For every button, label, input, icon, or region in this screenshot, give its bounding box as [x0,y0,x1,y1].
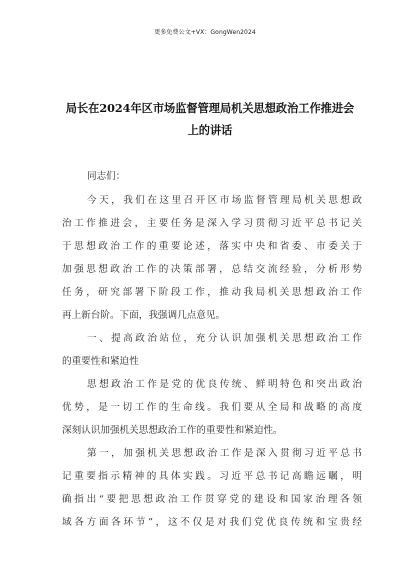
body-line: 优势，是一切工作的生命线。我们要从全局和战略的高度 [62,402,362,413]
document-title-line-1: 局长在2024年区市场监督管理局机关思想政治工作推进会 [65,101,355,115]
body-line: 深刻认识加强机关思想政治工作的重要性和紧迫性。 [62,425,283,436]
body-line: 今天，我们在这里召开区市场监督管理局机关思想政 [87,195,362,206]
body-line: 记重要指示精神的具体实践。习近平总书记高瞻远瞩，明 [62,471,362,482]
document-title-line-2: 上的讲话 [187,123,233,137]
body-line: 第一，加强机关思想政治工作是深入贯彻习近平总书 [87,448,362,459]
salutation: 同志们： [87,171,126,182]
body-line: 域各方面各环节”，这不仅是对我们党优良传统和宝贵经 [62,517,362,528]
body-line: 任务，研究部署下阶段工作，推动我局机关思想政治工作 [62,287,362,298]
body-line: 于思想政治工作的重要论述，落实中央和省委、市委关于 [62,241,362,252]
body-line: 加强思想政治工作的决策部署，总结交流经验，分析形势 [62,264,362,275]
section-heading-line: 的重要性和紧迫性 [62,356,139,367]
body-line: 再上新台阶。下面，我强调几点意见。 [62,310,226,321]
body-line: 治工作推进会，主要任务是深入学习贯彻习近平总书记关 [62,218,362,229]
section-heading-line: 一、提高政治站位，充分认识加强机关思想政治工作 [87,333,362,344]
body-line: 确指出“要把思想政治工作贯穿党的建设和国家治理各领 [62,494,362,505]
body-line: 思想政治工作是党的优良传统、鲜明特色和突出政治 [87,379,362,390]
header-note: 更多免费公文+VX：GongWen2024 [154,29,256,36]
